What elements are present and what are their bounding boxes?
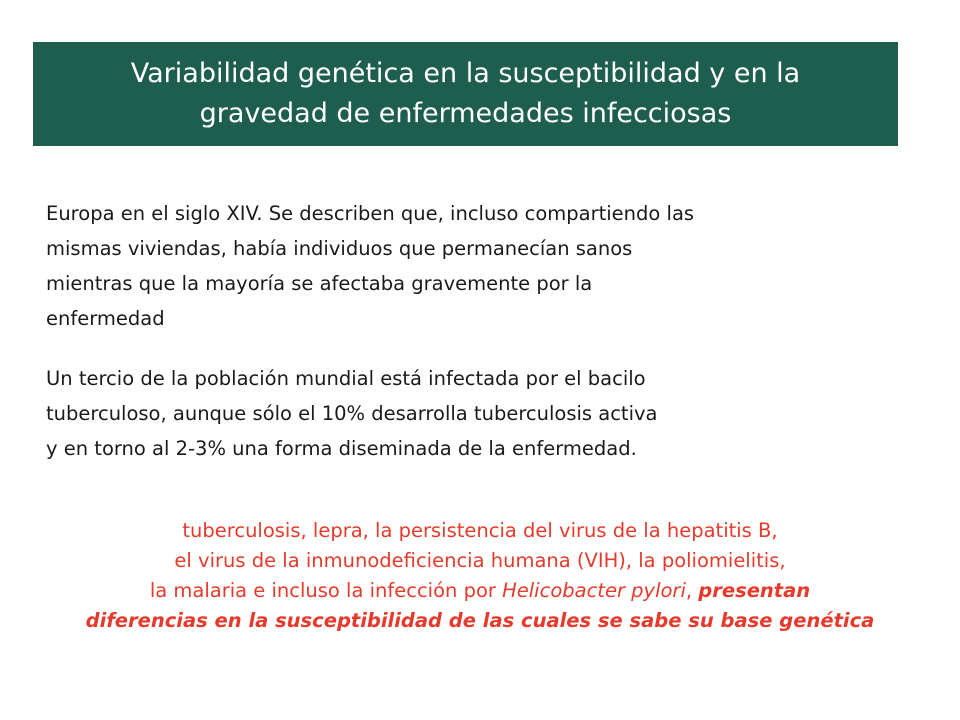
paragraph-tuberculosis xyxy=(46,361,658,466)
paragraph-line: tuberculoso, aunque sólo el 10% desarrolla tuberculosis activa xyxy=(46,402,658,425)
slide-title xyxy=(131,54,800,134)
highlight-text: la malaria e incluso la infección por xyxy=(149,579,503,602)
highlight-text: , xyxy=(685,579,699,602)
species-name: Helicobacter pylori xyxy=(502,579,686,602)
paragraph-europe xyxy=(46,196,694,336)
paragraph-line: enfermedad xyxy=(46,307,165,330)
highlight-line xyxy=(30,606,930,636)
highlight-line: tuberculosis, lepra, la persistencia del virus de la hepatitis B, xyxy=(182,519,778,542)
paragraph-line: mismas viviendas, había individuos que permanecían sanos xyxy=(46,237,633,260)
paragraph-line: mientras que la mayoría se afectaba gravemente por la xyxy=(46,272,593,295)
emphasis-text: diferencias en la susceptibilidad de las cuales se sabe su base genética xyxy=(85,609,875,632)
paragraph-line: Un tercio de la población mundial está infectada por el bacilo xyxy=(46,367,646,390)
paragraph-line: y en torno al 2-3% una forma diseminada de la enfermedad. xyxy=(46,437,637,460)
slide-title-line: Variabilidad genética en la susceptibilidad y en la xyxy=(130,58,801,89)
title-banner xyxy=(33,42,898,146)
highlight-line: el virus de la inmunodeficiencia humana (VIH), la poliomielitis, xyxy=(174,549,786,572)
slide-title-line: gravedad de enfermedades infecciosas xyxy=(199,98,732,129)
paragraph-line: Europa en el siglo XIV. Se describen que, incluso compartiendo las xyxy=(46,202,695,225)
highlight-line xyxy=(30,576,930,606)
emphasis-text: presentan xyxy=(698,579,811,602)
highlight-paragraph xyxy=(30,516,930,636)
